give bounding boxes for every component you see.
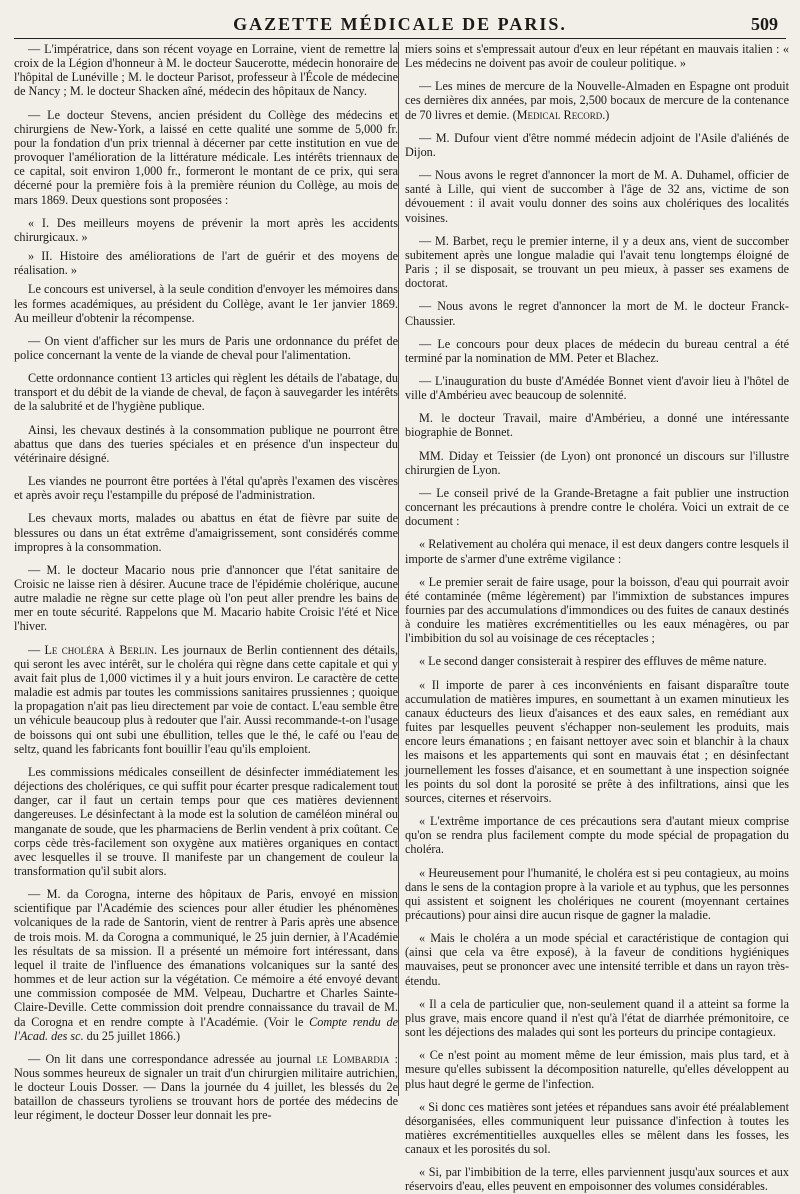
news-item-barbet: — M. Barbet, reçu le premier interne, il y a deux ans, vient de succomber subitement après une longue maladie qui l'avait tenu longtemps éloigné de Paris ; il se disposait, se trouvant un peu mieux, à passer ses examens de doctorat. bbox=[405, 233, 789, 291]
corogna-date: du 25 juillet 1866.) bbox=[83, 1028, 181, 1043]
corogna-text: — M. da Corogna, interne des hôpitaux de Paris, envoyé en mission scientifique par l'Académie des sciences pour aller étudier les phénomènes volcaniques de la rade de Santorin, vient de rentrer à Paris après une absence de trois mois. M. da Corogna a communiqué, le 25 juin dernier, à l'Académie les résultats de sa mission. Il a présenté un mémoire fort intéressant, dans lequel il traite de l'influence des émanations volcaniques sur la santé des hommes et de leur action sur la végétation. Ce mémoire a été envoyé devant une commission composée de MM. Velpeau, Duchartre et Charles Sainte-Claire-Deville. Cette commission doit prendre connaissance du travail de M. da Corogna et en rendre compte à l'Académie. (Voir le bbox=[14, 887, 398, 1029]
journal-title: GAZETTE MÉDICALE DE PARIS. bbox=[233, 14, 567, 34]
bonnet-biography: M. le docteur Travail, maire d'Ambérieu, a donné une intéressante biographie de Bonnet. bbox=[405, 411, 789, 440]
journal-name-lombardia: le Lombardia bbox=[316, 1051, 390, 1066]
bonnet-speeches: MM. Diday et Teissier (de Lyon) ont prononcé un discours sur l'illustre chirurgien de Lyon. bbox=[405, 448, 789, 477]
news-item-duhamel: — Nous avons le regret d'annoncer la mort de M. A. Duhamel, officier de santé à Lille, qui vient de succomber à l'âge de 32 ans, victime de son dévouement : il avait voulu donner des soins aux cholériques des localités voisines. bbox=[405, 168, 789, 225]
news-item-corogna bbox=[14, 887, 398, 1043]
cholera-berlin-text: Les journaux de Berlin contiennent des détails, qui seront les avec intérêt, sur le choléra qui règne dans cette capitale et qui y avait fait plus de 1,000 victimes il y a huit jours environ. Le caractère de cette maladie est admis par toutes les commissions sanitaires prussiennes ; quoique la propagation n'ait pas lieu directement par voie de contact. L'eau semble être un véhicule beaucoup plus à redouter que l'air. Aussi recommande-t-on l'usage de boissons qui ont subi une ébullition, telles que le thé, le café ou l'eau de seltz, quand les fabricants font bouillir l'eau qu'ils emploient. bbox=[14, 642, 398, 756]
news-item-legion-honneur: — L'impératrice, dans son récent voyage en Lorraine, vient de remettre la croix de la Légion d'honneur à M. le docteur Saucerotte, médecin honoraire de l'hôpital de Lunéville ; M. le docteur Parisot, professeur à l'École de médecine de Nancy ; M. le docteur Shacken aîné, médecin des hôpitaux de Nancy. bbox=[14, 42, 398, 99]
news-item-croisic: — M. le docteur Macario nous prie d'annoncer que l'état sanitaire de Croisic ne laisse rien à désirer. Aucune trace de l'épidémie cholérique, aucune autre maladie ne règne sur cette plage où l'on peut aller prendre les bains de mer en toute sécurité. Rappelons que M. Macario habite Croisic l'été et Nice l'hiver. bbox=[14, 562, 398, 634]
news-item-almaden bbox=[405, 79, 789, 121]
dosser-text: : Nous sommes heureux de signaler un trait d'un chirurgien militaire autrichien, le docteur Louis Dosser. — Dans la journée du 4 juillet, les blessés du 2e bataillon de chasseurs tyroliens se trouvant hors de portée des médecins de leur régiment, le docteur Dosser leur donnait les pre- bbox=[14, 1051, 398, 1123]
dosser-intro: — On lit dans une correspondance adressée au journal bbox=[28, 1051, 317, 1066]
news-item-horse-meat: — On vient d'afficher sur les murs de Paris une ordonnance du préfet de police concernant la vente de la viande de cheval pour l'alimentation. bbox=[14, 333, 398, 362]
extract-contagion: « Heureusement pour l'humanité, le choléra est si peu contagieux, au moins dans le sens de la contagion propre à la variole et au typhus, que les personnes qui assistent et soignent les cholériques ne courent (moyennant certaines précautions) pour ainsi dire aucun risque de gagner la maladie. bbox=[405, 865, 789, 922]
extract-dejections: « Il a cela de particulier que, non-seulement quand il a atteint sa forme la plus grave, mais encore quand il n'est qu'à l'état de diarrhée prémonitoire, ce sont les déjections des malades qui sont les porteurs du principe contagieux. bbox=[405, 996, 789, 1040]
section-label-cholera-berlin: — Le choléra à Berlin. bbox=[28, 642, 158, 657]
extract-remedies: « Il importe de parer à ces inconvénients en faisant disparaître toute accumulation de matières impures, en soumettant à un examen minutieux les canaux éducteurs des lieux d'aisances et des eaux sales, en remédiant aux fuites par lesquelles peuvent s'échapper non-seulement les produits, mais encore leurs émanations ; en faisant nettoyer avec soin et blanchir à la chaux les maisons et les appartements qui sont en mauvais état ; en désinfectant journellement les fosses d'aisance, et en soumettant à une inspection soignée les points du sol dont la porosité se prête à des infiltrations, ainsi que les sources, citernes et réservoirs. bbox=[405, 677, 789, 805]
extract-infection: « Si donc ces matières sont jetées et répandues sans avoir été préalablement désorganisées, elles communiquent leur puissance d'infection à toutes les matières excrémentitielles auxquelles elles se mêlent dans les fosses, les canaux et les porosités du sol. bbox=[405, 1099, 789, 1157]
disinfection-paragraph: Les commissions médicales conseillent de désinfecter immédiatement les déjections des cholériques, ce qui suffit pour écarter presque radicalement tout danger, car il faut un certain temps pour que ces matières deviennent dangereuses. Le désinfectant à la mode est la solution de caméléon minéral ou manganate de soude, que les pharmaciens de Berlin vendent à prix coûtant. Ce corps cède très-facilement son oxygène aux matières organiques en contact avec lesquelles il se trouve. Il manifeste par un changement de couleur la transformation qu'il subit alors. bbox=[14, 764, 398, 878]
news-item-concours: — Le concours pour deux places de médecin du bureau central a été terminé par la nomination de MM. Peter et Blachez. bbox=[405, 336, 789, 365]
corogna-reference: Compte rendu de l'Acad. des sc. bbox=[14, 1014, 398, 1043]
extract-intro: « Relativement au choléra qui menace, il est deux dangers contre lesquels il importe de s'armer d'une extrême vigilance : bbox=[405, 537, 789, 566]
left-column bbox=[14, 42, 404, 1123]
news-item-cholera-berlin bbox=[14, 643, 398, 756]
page-number: 509 bbox=[751, 14, 778, 34]
almaden-text: — Les mines de mercure de la Nouvelle-Almaden en Espagne ont produit ces dernières dix années, par mois, 2,500 bocaux de mercure de la contenance de 70 livres et demie. bbox=[405, 79, 789, 122]
dosser-continuation: miers soins et s'empressait autour d'eux en leur répétant en mauvais italien : « Les médecins ne doivent pas avoir de couleur politique. » bbox=[405, 42, 789, 71]
right-column bbox=[398, 42, 789, 1194]
ordinance-slaughter: Ainsi, les chevaux destinés à la consommation publique ne pourront être abattus que dans des tueries spéciales et en présence d'un inspecteur du vétérinaire désigné. bbox=[14, 422, 398, 465]
ordinance-articles: Cette ordonnance contient 13 articles qui règlent les détails de l'abatage, du transport et du débit de la viande de cheval, de façon à sauvegarder les intérêts de la salubrité et de l'hygiène publique. bbox=[14, 371, 398, 414]
ordinance-inspection: Les viandes ne pourront être portées à l'étal qu'après l'examen des viscères et après avoir reçu l'estampille du préposé de l'administration. bbox=[14, 474, 398, 503]
news-item-franck-chaussier: — Nous avons le regret d'annoncer la mort de M. le docteur Franck-Chaussier. bbox=[405, 299, 789, 328]
prize-question-2: » II. Histoire des améliorations de l'art de guérir et des moyens de réalisation. » bbox=[14, 249, 398, 278]
extract-water-sources: « Si, par l'imbibition de la terre, elles parviennent jusqu'aux sources et aux réservoirs d'eau, elles peuvent en empoisonner des volumes considérables. bbox=[405, 1165, 789, 1194]
ordinance-unfit: Les chevaux morts, malades ou abattus en état de fièvre par suite de blessures ou dans un état extrême d'amaigrissement, sont considérés comme impropres à la consommation. bbox=[14, 511, 398, 554]
news-item-privy-council: — Le conseil privé de la Grande-Bretagne a fait publier une instruction concernant les précautions à prendre contre le choléra. Voici un extrait de ce document : bbox=[405, 485, 789, 529]
extract-importance: « L'extrême importance de ces précautions sera d'autant mieux comprise qu'on se rendra plus facilement compte du mode spécial de propagation du choléra. bbox=[405, 814, 789, 857]
extract-second-danger: « Le second danger consisterait à respirer des effluves de même nature. bbox=[419, 654, 767, 669]
prize-conditions: Le concours est universel, à la seule condition d'envoyer les mémoires dans les formes académiques, au président du Collège, avant le 1er janvier 1869. Au meilleur d'obtenir la récompense. bbox=[14, 282, 398, 325]
news-item-dosser bbox=[14, 1052, 398, 1123]
news-item-dufour: — M. Dufour vient d'être nommé médecin adjoint de l'Asile d'aliénés de Dijon. bbox=[405, 130, 789, 159]
news-item-bonnet-bust: — L'inauguration du buste d'Amédée Bonnet vient d'avoir lieu à l'hôtel de ville d'Ambérieu avec beaucoup de solennité. bbox=[405, 373, 789, 403]
extract-special-mode: « Mais le choléra a un mode spécial et caractéristique de contagion qui (ainsi que cela va être exposé), à la faveur de conditions hygiéniques mauvaises, peut se prononcer avec une intensité terrible et dans un rayon très-étendu. bbox=[405, 931, 789, 988]
news-item-stevens-prize: — Le docteur Stevens, ancien président du Collège des médecins et chirurgiens de New-York, a laissé en cette qualité une somme de 5,000 fr. pour la fondation d'un prix triennal à décerner par cette institution en vue de provoquer l'amélioration de la littérature médicale. Les intérêts triennaux de ce capital, soit environ 1,000 fr., formeront le montant de ce prix, qui sera décerné pour la première fois à la première réunion du Collège, au mois de mars 1869. Deux questions sont proposées : bbox=[14, 107, 398, 207]
source-medical-record: (Medical Record.) bbox=[512, 107, 610, 122]
extract-first-danger: « Le premier serait de faire usage, pour la boisson, d'eau qui pourrait avoir été contaminée (même légèrement) par l'immixtion de substances impures fournies par des accumulations d'immondices ou des fuites de canaux destinés à conduire les matières excrémentitielles ou les eaux ménagères, ou par l'imbibition du sol au voisinage de ces réceptacles ; bbox=[405, 574, 789, 646]
prize-question-1: « I. Des meilleurs moyens de prévenir la mort après les accidents chirurgicaux. » bbox=[14, 215, 398, 244]
page-header bbox=[14, 14, 786, 39]
extract-decomposition: « Ce n'est point au moment même de leur émission, mais plus tard, et à mesure qu'elles subissent la décomposition naturelle, qu'elles développent au plus haut degré le germe de l'infection. bbox=[405, 1048, 789, 1091]
